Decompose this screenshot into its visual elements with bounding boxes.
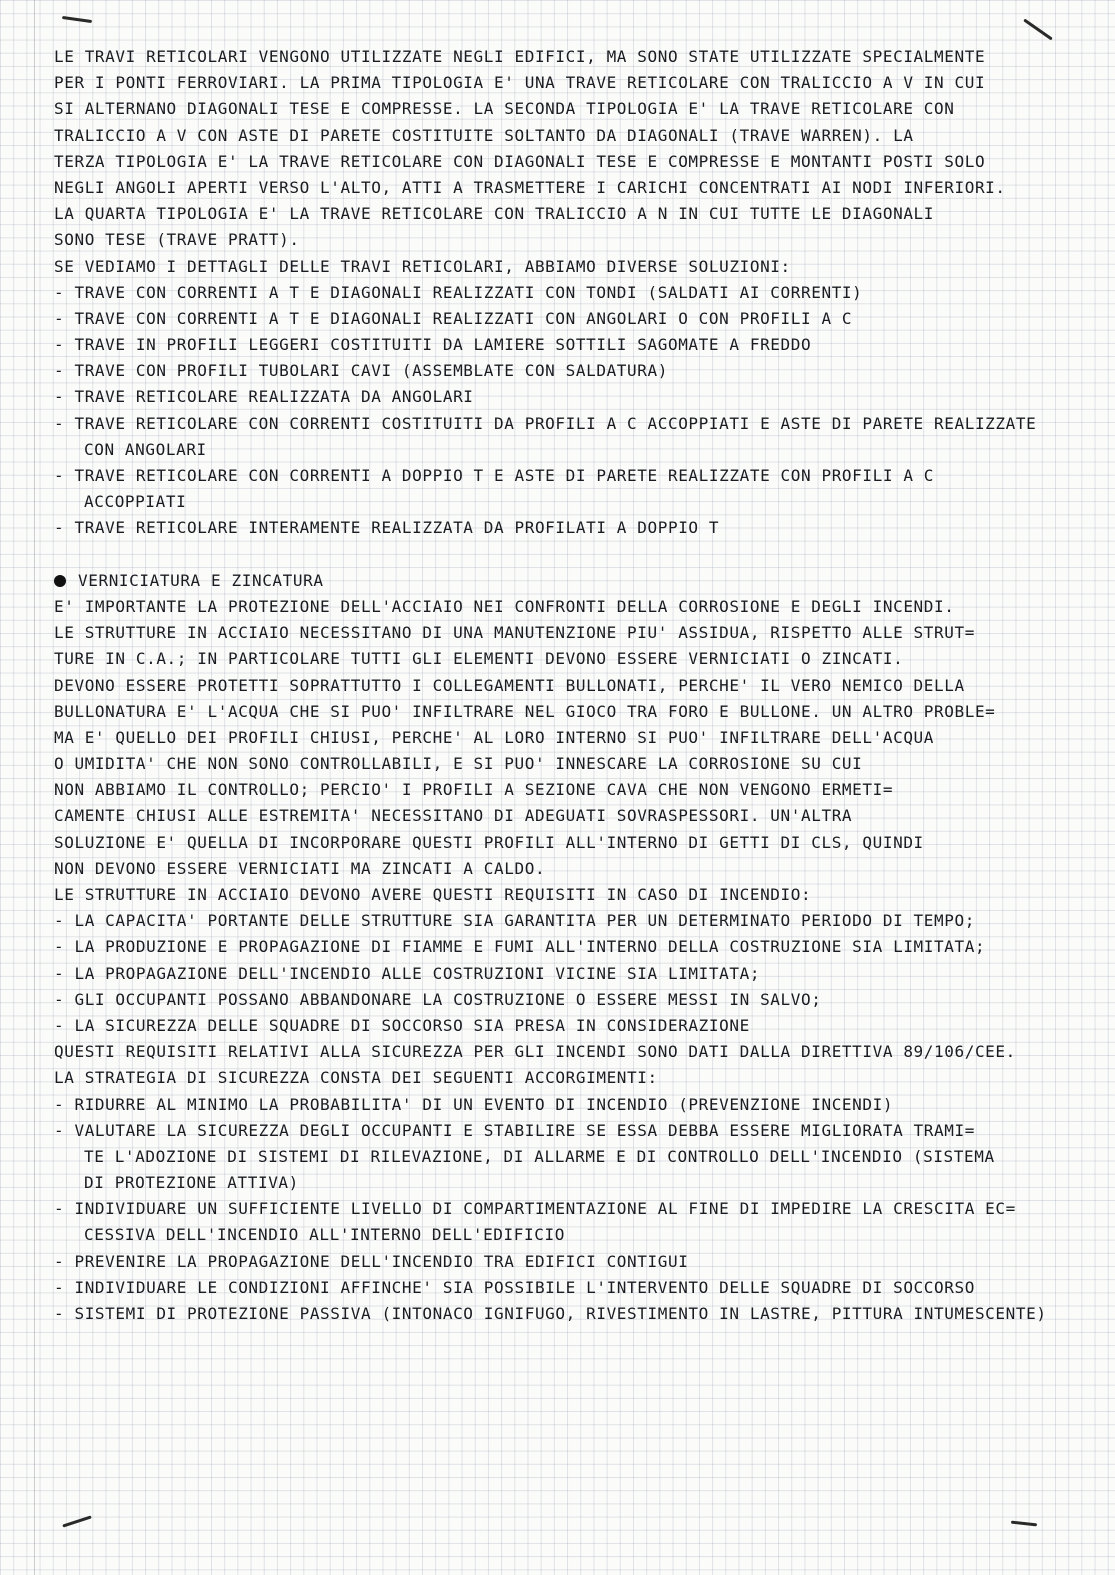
list-item-continuation: CESSIVA DELL'INCENDIO ALL'INTERNO DELL'EDIFICIO bbox=[84, 1225, 565, 1245]
text-line: NON DEVONO ESSERE VERNICIATI MA ZINCATI A CALDO. bbox=[54, 858, 546, 878]
strategy-list bbox=[54, 1092, 1109, 1328]
fire-requirements-list bbox=[54, 908, 1109, 1039]
text-line: NEGLI ANGOLI APERTI VERSO L'ALTO, ATTI A TRASMETTERE I CARICHI CONCENTRATI AI NODI INFERIORI. bbox=[54, 177, 1006, 197]
fire-requirements-intro: LE STRUTTURE IN ACCIAIO DEVONO AVERE QUESTI REQUISITI IN CASO DI INCENDIO: bbox=[54, 885, 812, 904]
text-line: E' IMPORTANTE LA PROTEZIONE DELL'ACCIAIO NEI CONFRONTI DELLA CORROSIONE E DEGLI INCENDI. bbox=[54, 596, 955, 616]
solutions-list bbox=[54, 280, 1109, 542]
corner-mark-bottom-left bbox=[62, 1515, 91, 1527]
text-line: PER I PONTI FERROVIARI. LA PRIMA TIPOLOGIA E' UNA TRAVE RETICOLARE CON TRALICCIO A V IN CUI bbox=[54, 73, 986, 93]
text-line: CAMENTE CHIUSI ALLE ESTREMITA' NECESSITANO DI ADEGUATI SOVRASPESSORI. UN'ALTRA bbox=[54, 806, 853, 826]
list-item-continuation: CON ANGOLARI bbox=[84, 439, 207, 459]
text-line: BULLONATURA E' L'ACQUA CHE SI PUO' INFILTRARE NEL GIOCO TRA FORO E BULLONE. UN ALTRO PROBLE= bbox=[54, 701, 996, 721]
section-title: VERNICIATURA E ZINCATURA bbox=[78, 570, 324, 590]
text-line: LE TRAVI RETICOLARI VENGONO UTILIZZATE NEGLI EDIFICI, MA SONO STATE UTILIZZATE SPECIALMENTE bbox=[54, 47, 986, 66]
list-item: - GLI OCCUPANTI POSSANO ABBANDONARE LA COSTRUZIONE O ESSERE MESSI IN SALVO; bbox=[54, 989, 822, 1009]
list-item: - LA SICUREZZA DELLE SQUADRE DI SOCCORSO SIA PRESA IN CONSIDERAZIONE bbox=[54, 1015, 750, 1035]
text-line: NON ABBIAMO IL CONTROLLO; PERCIO' I PROFILI A SEZIONE CAVA CHE NON VENGONO ERMETI= bbox=[54, 780, 894, 800]
text-line: TERZA TIPOLOGIA E' LA TRAVE RETICOLARE CON DIAGONALI TESE E COMPRESSE E MONTANTI POSTI SOLO bbox=[54, 151, 986, 171]
corner-mark-top-right bbox=[1023, 19, 1053, 41]
text-line: LA QUARTA TIPOLOGIA E' LA TRAVE RETICOLARE CON TRALICCIO A N IN CUI TUTTE LE DIAGONALI bbox=[54, 204, 935, 224]
list-item: - TRAVE RETICOLARE INTERAMENTE REALIZZATA DA PROFILATI A DOPPIO T bbox=[54, 518, 720, 538]
list-item: - INDIVIDUARE UN SUFFICIENTE LIVELLO DI COMPARTIMENTAZIONE AL FINE DI IMPEDIRE LA CRESCITA EC= bbox=[54, 1199, 1016, 1219]
list-item: - TRAVE IN PROFILI LEGGERI COSTITUITI DA LAMIERE SOTTILI SAGOMATE A FREDDO bbox=[54, 335, 812, 355]
list-item: - LA CAPACITA' PORTANTE DELLE STRUTTURE SIA GARANTITA PER UN DETERMINATO PERIODO DI TEMPO; bbox=[54, 911, 975, 931]
text-line: MA E' QUELLO DEI PROFILI CHIUSI, PERCHE' AL LORO INTERNO SI PUO' INFILTRARE DELL'ACQUA bbox=[54, 727, 935, 747]
corner-mark-top-left bbox=[62, 16, 92, 23]
text-line: TURE IN C.A.; IN PARTICOLARE TUTTI GLI ELEMENTI DEVONO ESSERE VERNICIATI O ZINCATI. bbox=[54, 649, 904, 669]
text-line: LE STRUTTURE IN ACCIAIO NECESSITANO DI UNA MANUTENZIONE PIU' ASSIDUA, RISPETTO ALLE STRUT= bbox=[54, 623, 975, 643]
handwritten-notes-page bbox=[54, 44, 1109, 1327]
text-line: SI ALTERNANO DIAGONALI TESE E COMPRESSE. LA SECONDA TIPOLOGIA E' LA TRAVE RETICOLARE CON bbox=[54, 99, 955, 119]
text-line: DEVONO ESSERE PROTETTI SOPRATTUTTO I COLLEGAMENTI BULLONATI, PERCHE' IL VERO NEMICO DELLA bbox=[54, 675, 965, 695]
solutions-intro: SE VEDIAMO I DETTAGLI DELLE TRAVI RETICOLARI, ABBIAMO DIVERSE SOLUZIONI: bbox=[54, 256, 791, 276]
list-item: - TRAVE CON CORRENTI A T E DIAGONALI REALIZZATI CON TONDI (SALDATI AI CORRENTI) bbox=[54, 282, 863, 302]
list-item: - LA PRODUZIONE E PROPAGAZIONE DI FIAMME E FUMI ALL'INTERNO DELLA COSTRUZIONE SIA LIMITATA; bbox=[54, 937, 986, 957]
directive-line: QUESTI REQUISITI RELATIVI ALLA SICUREZZA PER GLI INCENDI SONO DATI DALLA DIRETTIVA 89/106/CEE. bbox=[54, 1042, 1016, 1062]
strategy-intro: LA STRATEGIA DI SICUREZZA CONSTA DEI SEGUENTI ACCORGIMENTI: bbox=[54, 1068, 658, 1088]
list-item-continuation: ACCOPPIATI bbox=[84, 492, 187, 512]
text-line: TRALICCIO A V CON ASTE DI PARETE COSTITUITE SOLTANTO DA DIAGONALI (TRAVE WARREN). LA bbox=[54, 125, 914, 145]
paragraph-corrosion-protection bbox=[54, 594, 1109, 882]
list-item: - SISTEMI DI PROTEZIONE PASSIVA (INTONACO IGNIFUGO, RIVESTIMENTO IN LASTRE, PITTURA INTUMESCENTE) bbox=[54, 1304, 1047, 1323]
list-item-continuation: DI PROTEZIONE ATTIVA) bbox=[84, 1173, 299, 1193]
paragraph-truss-typologies bbox=[54, 44, 1109, 254]
corner-mark-bottom-right bbox=[1011, 1521, 1037, 1527]
list-item: - RIDURRE AL MINIMO LA PROBABILITA' DI UN EVENTO DI INCENDIO (PREVENZIONE INCENDI) bbox=[54, 1094, 894, 1114]
list-item: - TRAVE RETICOLARE CON CORRENTI COSTITUITI DA PROFILI A C ACCOPPIATI E ASTE DI PARETE REALIZZATE bbox=[54, 413, 1037, 433]
text-line: O UMIDITA' CHE NON SONO CONTROLLABILI, E SI PUO' INNESCARE LA CORROSIONE SU CUI bbox=[54, 754, 863, 774]
list-item: - TRAVE CON PROFILI TUBOLARI CAVI (ASSEMBLATE CON SALDATURA) bbox=[54, 361, 668, 381]
list-item: - PREVENIRE LA PROPAGAZIONE DELL'INCENDIO TRA EDIFICI CONTIGUI bbox=[54, 1251, 689, 1271]
text-line: SONO TESE (TRAVE PRATT). bbox=[54, 230, 300, 250]
section-heading bbox=[54, 568, 1109, 594]
notebook-margin-line bbox=[34, 0, 35, 1575]
list-item: - TRAVE CON CORRENTI A T E DIAGONALI REALIZZATI CON ANGOLARI O CON PROFILI A C bbox=[54, 308, 853, 328]
list-item: - TRAVE RETICOLARE CON CORRENTI A DOPPIO T E ASTE DI PARETE REALIZZATE CON PROFILI A C bbox=[54, 466, 935, 485]
blank-line bbox=[54, 542, 1109, 568]
list-item-continuation: TE L'ADOZIONE DI SISTEMI DI RILEVAZIONE, DI ALLARME E DI CONTROLLO DELL'INCENDIO (SISTEMA bbox=[84, 1146, 995, 1166]
bullet-dot-icon bbox=[54, 575, 66, 587]
list-item: - VALUTARE LA SICUREZZA DEGLI OCCUPANTI E STABILIRE SE ESSA DEBBA ESSERE MIGLIORATA TRAMI= bbox=[54, 1120, 975, 1140]
list-item: - INDIVIDUARE LE CONDIZIONI AFFINCHE' SIA POSSIBILE L'INTERVENTO DELLE SQUADRE DI SOCCORSO bbox=[54, 1277, 975, 1297]
list-item: - TRAVE RETICOLARE REALIZZATA DA ANGOLARI bbox=[54, 387, 474, 407]
text-line: SOLUZIONE E' QUELLA DI INCORPORARE QUESTI PROFILI ALL'INTERNO DI GETTI DI CLS, QUINDI bbox=[54, 832, 924, 852]
list-item: - LA PROPAGAZIONE DELL'INCENDIO ALLE COSTRUZIONI VICINE SIA LIMITATA; bbox=[54, 963, 761, 983]
